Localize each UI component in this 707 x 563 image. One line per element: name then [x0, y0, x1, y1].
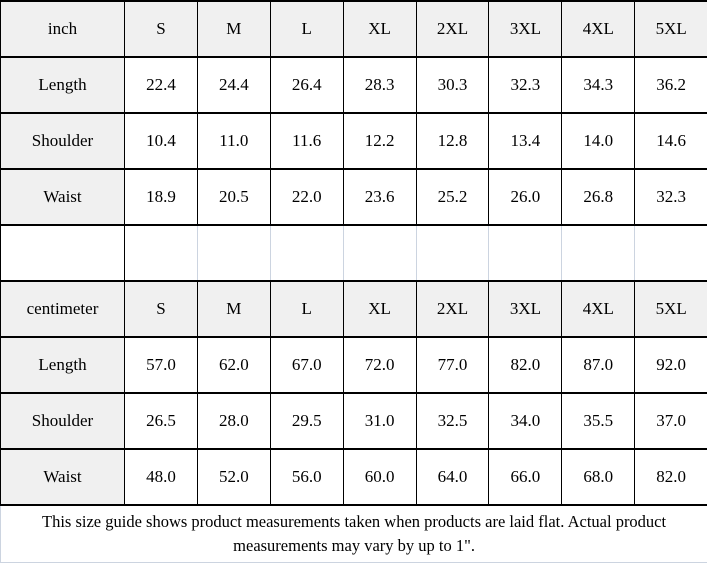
table-cell: 14.0 [562, 113, 635, 169]
table-cell: 37.0 [635, 393, 707, 449]
note-row [1, 505, 707, 562]
table-cell: 92.0 [635, 337, 707, 393]
spacer-cell [562, 225, 635, 281]
table-cell: 31.0 [343, 393, 416, 449]
table-cell: 10.4 [125, 113, 198, 169]
spacer-cell [416, 225, 489, 281]
table-cell: 32.5 [416, 393, 489, 449]
row-label: Shoulder [1, 393, 125, 449]
unit-label-centimeter: centimeter [1, 281, 125, 337]
size-header: 3XL [489, 281, 562, 337]
row-label: Waist [1, 169, 125, 225]
table-cell: 48.0 [125, 449, 198, 505]
table-cell: 26.0 [489, 169, 562, 225]
inch-shoulder-row [1, 113, 707, 169]
row-label: Waist [1, 449, 125, 505]
table-cell: 67.0 [270, 337, 343, 393]
table-cell: 34.0 [489, 393, 562, 449]
table-cell: 26.4 [270, 57, 343, 113]
spacer-cell [270, 225, 343, 281]
spacer-cell [489, 225, 562, 281]
size-header: L [270, 1, 343, 57]
spacer-cell [125, 225, 198, 281]
table-cell: 28.0 [197, 393, 270, 449]
size-header: XL [343, 1, 416, 57]
table-cell: 87.0 [562, 337, 635, 393]
centimeter-length-row [1, 337, 707, 393]
table-cell: 24.4 [197, 57, 270, 113]
table-cell: 30.3 [416, 57, 489, 113]
table-cell: 82.0 [489, 337, 562, 393]
table-cell: 57.0 [125, 337, 198, 393]
spacer-cell [1, 225, 125, 281]
table-cell: 29.5 [270, 393, 343, 449]
table-cell: 28.3 [343, 57, 416, 113]
inch-waist-row [1, 169, 707, 225]
spacer-cell [343, 225, 416, 281]
table-cell: 20.5 [197, 169, 270, 225]
spacer-cell [635, 225, 707, 281]
centimeter-header-row [1, 281, 707, 337]
table-cell: 64.0 [416, 449, 489, 505]
size-header: 4XL [562, 281, 635, 337]
row-label: Shoulder [1, 113, 125, 169]
size-header: 4XL [562, 1, 635, 57]
size-header: 2XL [416, 281, 489, 337]
centimeter-shoulder-row [1, 393, 707, 449]
table-cell: 18.9 [125, 169, 198, 225]
table-cell: 68.0 [562, 449, 635, 505]
size-header: M [197, 281, 270, 337]
table-cell: 60.0 [343, 449, 416, 505]
table-cell: 34.3 [562, 57, 635, 113]
size-header: 3XL [489, 1, 562, 57]
table-cell: 13.4 [489, 113, 562, 169]
table-cell: 32.3 [635, 169, 707, 225]
table-cell: 72.0 [343, 337, 416, 393]
table-cell: 35.5 [562, 393, 635, 449]
table-cell: 23.6 [343, 169, 416, 225]
table-cell: 36.2 [635, 57, 707, 113]
table-cell: 32.3 [489, 57, 562, 113]
measurement-note: This size guide shows product measurements taken when products are laid flat. Actual product measurements may vary by up to 1". [1, 505, 707, 562]
row-label: Length [1, 57, 125, 113]
table-cell: 66.0 [489, 449, 562, 505]
size-header: XL [343, 281, 416, 337]
table-cell: 25.2 [416, 169, 489, 225]
size-header: 2XL [416, 1, 489, 57]
table-cell: 14.6 [635, 113, 707, 169]
size-header: S [125, 1, 198, 57]
table-cell: 22.0 [270, 169, 343, 225]
table-cell: 22.4 [125, 57, 198, 113]
size-header: 5XL [635, 281, 707, 337]
size-header: 5XL [635, 1, 707, 57]
spacer-cell [197, 225, 270, 281]
inch-header-row [1, 1, 707, 57]
inch-length-row [1, 57, 707, 113]
table-cell: 12.8 [416, 113, 489, 169]
table-cell: 62.0 [197, 337, 270, 393]
row-label: Length [1, 337, 125, 393]
centimeter-waist-row [1, 449, 707, 505]
table-cell: 11.6 [270, 113, 343, 169]
size-header: M [197, 1, 270, 57]
table-cell: 52.0 [197, 449, 270, 505]
table-cell: 12.2 [343, 113, 416, 169]
size-header: S [125, 281, 198, 337]
unit-label-inch: inch [1, 1, 125, 57]
table-cell: 82.0 [635, 449, 707, 505]
table-cell: 26.8 [562, 169, 635, 225]
table-cell: 56.0 [270, 449, 343, 505]
table-cell: 26.5 [125, 393, 198, 449]
table-cell: 77.0 [416, 337, 489, 393]
spacer-row [1, 225, 707, 281]
table-cell: 11.0 [197, 113, 270, 169]
size-header: L [270, 281, 343, 337]
